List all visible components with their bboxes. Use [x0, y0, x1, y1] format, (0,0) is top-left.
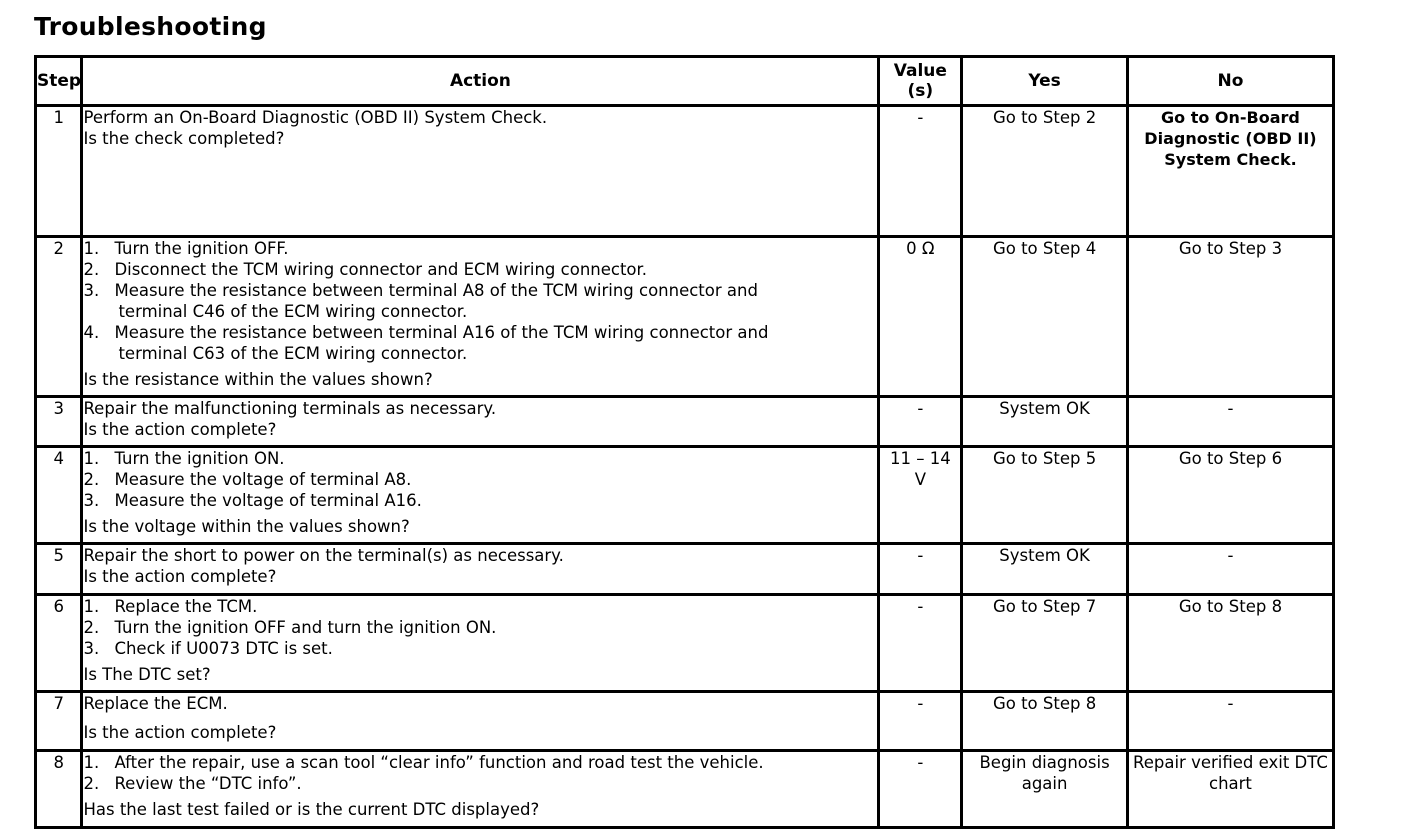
no-cell: Go to Step 3: [1127, 237, 1333, 397]
yes-cell: Begin diagnosis again: [962, 751, 1128, 828]
action-step: 3. Measure the voltage of terminal A16.: [83, 491, 422, 510]
step-number: 1: [36, 106, 82, 237]
header-no: No: [1127, 57, 1333, 106]
value-cell: -: [879, 692, 962, 751]
action-line: Repair the malfunctioning terminals as necessary.: [83, 399, 497, 418]
action-step: 4. Measure the resistance between terminal A16 of the TCM wiring connector and terminal C63 of the ECM wiring connector.: [83, 323, 769, 363]
action-line: Repair the short to power on the terminal(s) as necessary.: [83, 546, 564, 565]
action-step: 1. Turn the ignition OFF.: [83, 239, 289, 258]
action-question: Is The DTC set?: [83, 665, 211, 684]
action-line: Replace the ECM.: [83, 694, 228, 713]
action-steps: [83, 752, 877, 794]
no-cell: -: [1127, 544, 1333, 595]
action-step: 3. Measure the resistance between terminal A8 of the TCM wiring connector and terminal C46 of the ECM wiring connector.: [83, 281, 758, 321]
yes-cell: Go to Step 8: [962, 692, 1128, 751]
yes-cell: Go to Step 4: [962, 237, 1128, 397]
table-row: [36, 595, 1334, 692]
action-line: Perform an On-Board Diagnostic (OBD II) System Check.: [83, 108, 548, 127]
value-cell: 11 – 14 V: [879, 447, 962, 544]
action-question: Is the action complete?: [83, 420, 277, 439]
table-row: [36, 237, 1334, 397]
action-step: 1. Turn the ignition ON.: [83, 449, 285, 468]
value-cell: -: [879, 106, 962, 237]
header-step: Step: [36, 57, 82, 106]
action-step: 2. Disconnect the TCM wiring connector and ECM wiring connector.: [83, 260, 648, 279]
yes-cell: System OK: [962, 397, 1128, 447]
action-step: 1. Replace the TCM.: [83, 597, 258, 616]
troubleshooting-table: [34, 55, 1335, 829]
header-yes: Yes: [962, 57, 1128, 106]
action-step: 2. Turn the ignition OFF and turn the ignition ON.: [83, 618, 497, 637]
action-steps: [83, 596, 877, 659]
no-cell: -: [1127, 692, 1333, 751]
step-number: 5: [36, 544, 82, 595]
action-steps: [83, 238, 877, 364]
step-number: 7: [36, 692, 82, 751]
yes-cell: Go to Step 2: [962, 106, 1128, 237]
header-action: Action: [82, 57, 879, 106]
action-question: Is the check completed?: [83, 129, 285, 148]
value-cell: -: [879, 595, 962, 692]
table-row: [36, 751, 1334, 828]
table-row: [36, 447, 1334, 544]
value-cell: -: [879, 397, 962, 447]
step-number: 2: [36, 237, 82, 397]
yes-cell: System OK: [962, 544, 1128, 595]
yes-cell: Go to Step 7: [962, 595, 1128, 692]
table-row: [36, 544, 1334, 595]
header-row: [36, 57, 1334, 106]
step-number: 6: [36, 595, 82, 692]
action-question: Is the resistance within the values shown?: [83, 370, 433, 389]
value-cell: -: [879, 544, 962, 595]
action-cell: [82, 544, 879, 595]
action-cell: [82, 692, 879, 751]
header-value: Value (s): [879, 57, 962, 106]
step-number: 3: [36, 397, 82, 447]
action-step: 2. Review the “DTC info”.: [83, 774, 302, 793]
action-question: Is the action complete?: [83, 723, 277, 742]
table-row: [36, 692, 1334, 751]
no-cell: Go to Step 8: [1127, 595, 1333, 692]
no-cell: Go to On-Board Diagnostic (OBD II) System Check.: [1127, 106, 1333, 237]
table-row: [36, 106, 1334, 237]
no-cell: Go to Step 6: [1127, 447, 1333, 544]
action-step: 3. Check if U0073 DTC is set.: [83, 639, 333, 658]
action-cell: [82, 595, 879, 692]
step-number: 4: [36, 447, 82, 544]
action-cell: [82, 237, 879, 397]
step-number: 8: [36, 751, 82, 828]
action-cell: [82, 106, 879, 237]
action-question: Has the last test failed or is the current DTC displayed?: [83, 800, 540, 819]
action-question: Is the action complete?: [83, 567, 277, 586]
table-row: [36, 397, 1334, 447]
action-question: Is the voltage within the values shown?: [83, 517, 410, 536]
action-step: 2. Measure the voltage of terminal A8.: [83, 470, 412, 489]
value-cell: -: [879, 751, 962, 828]
action-cell: [82, 751, 879, 828]
yes-cell: Go to Step 5: [962, 447, 1128, 544]
page-title: Troubleshooting: [34, 12, 267, 41]
value-cell: 0 Ω: [879, 237, 962, 397]
action-cell: [82, 447, 879, 544]
no-cell: Repair verified exit DTC chart: [1127, 751, 1333, 828]
no-cell: -: [1127, 397, 1333, 447]
action-steps: [83, 448, 877, 511]
action-cell: [82, 397, 879, 447]
action-step: 1. After the repair, use a scan tool “clear info” function and road test the vehicle.: [83, 753, 764, 772]
